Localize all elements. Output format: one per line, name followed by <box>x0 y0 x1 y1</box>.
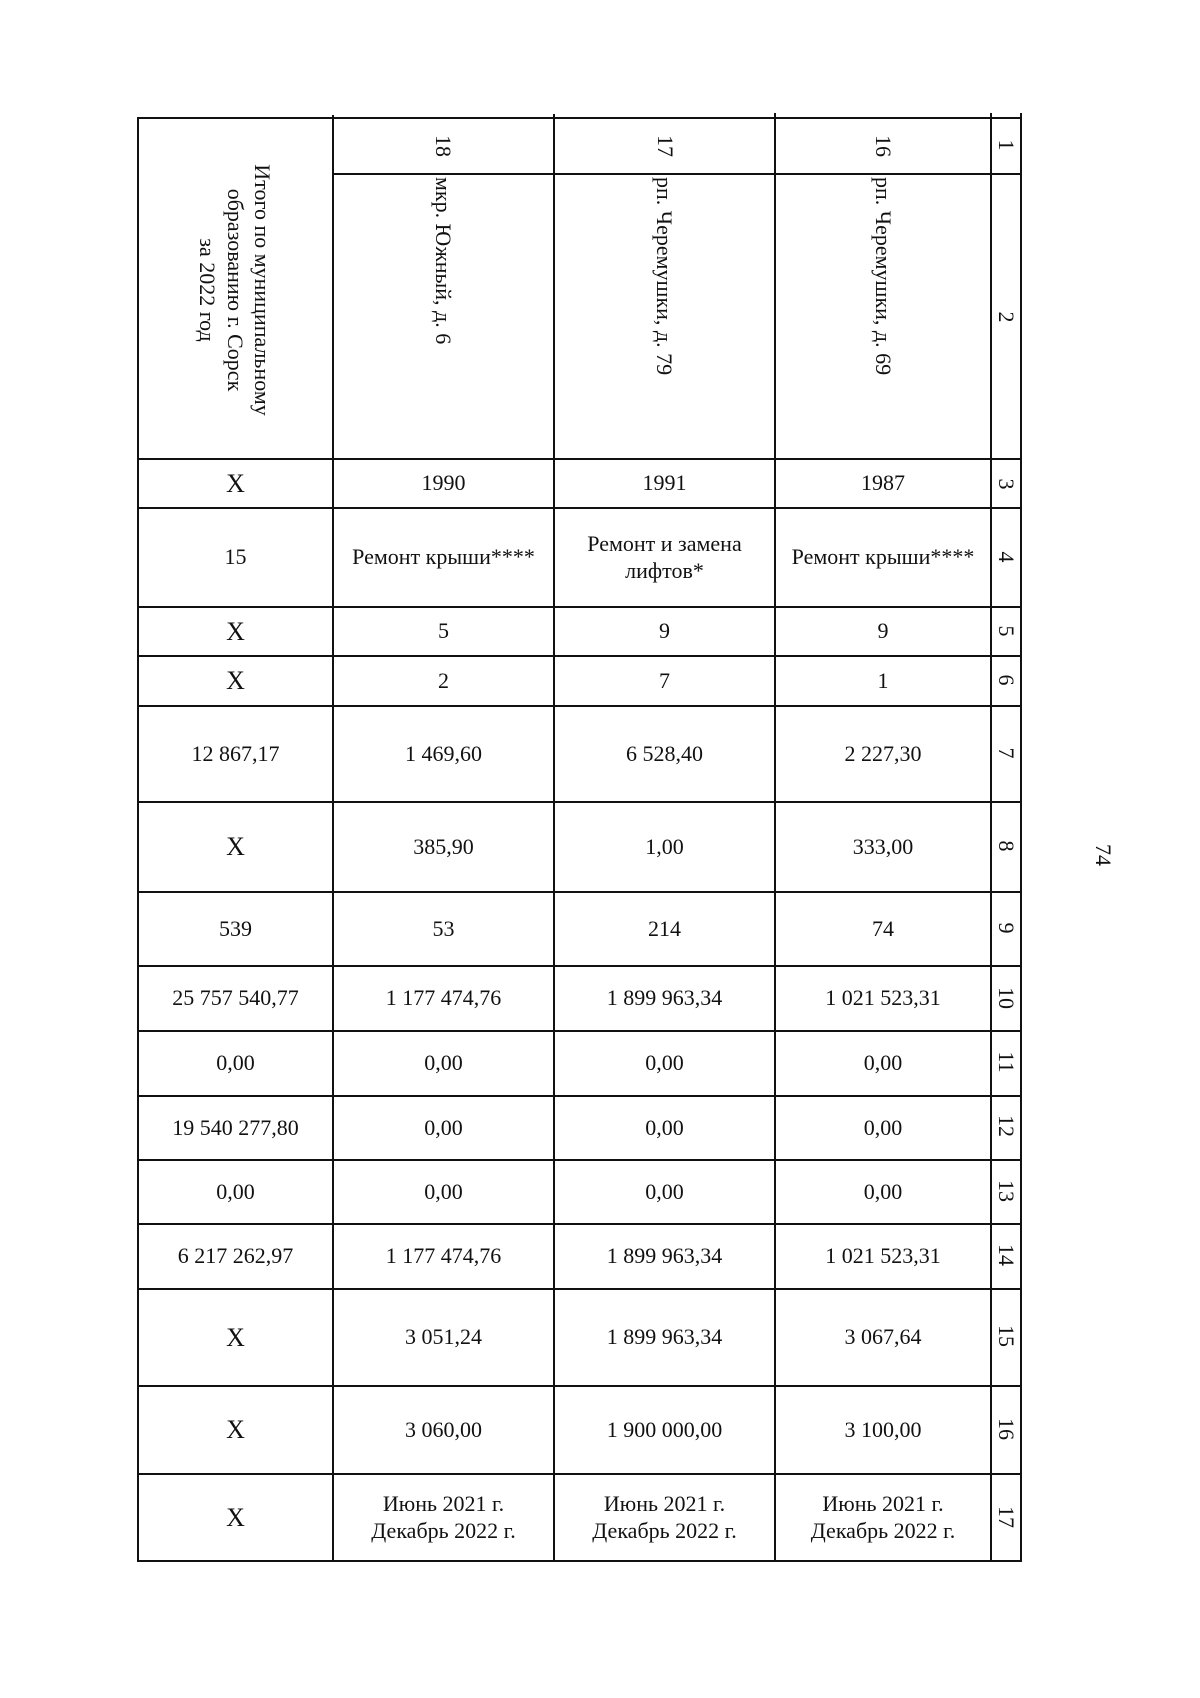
cell-cost-13: 0,00 <box>863 1178 903 1204</box>
cell-unit-cost: 3 051,24 <box>405 1324 482 1350</box>
cell-cost-14: 1 899 963,34 <box>606 1243 723 1269</box>
col-number: 11 <box>993 1051 1019 1073</box>
total-year: Х <box>226 468 245 498</box>
total-label-line1: Итого по муниципальному <box>250 164 276 416</box>
cell-area: 6 528,40 <box>626 740 703 766</box>
capital-repair-table <box>137 113 1022 1562</box>
col-number: 8 <box>993 840 1019 852</box>
house-address: рп. Черемушки, д. 79 <box>651 177 677 376</box>
cell-cost-total: 1 899 963,34 <box>606 985 723 1011</box>
total-area: 12 867,17 <box>191 740 280 766</box>
total-unit-cost: Х <box>226 1322 245 1352</box>
row-number: 18 <box>430 135 456 157</box>
cell-cost-12: 0,00 <box>424 1114 463 1140</box>
col-number: 3 <box>993 478 1019 490</box>
total-cost-12: 19 540 277,80 <box>172 1114 299 1140</box>
cell-cost-14: 1 177 474,76 <box>385 1243 502 1269</box>
period-end: Декабрь 2022 г. <box>371 1517 516 1543</box>
total-residents: 539 <box>219 915 252 941</box>
cell-volume: 1,00 <box>645 833 684 859</box>
cell-floors: 9 <box>659 618 670 644</box>
cell-volume: 333,00 <box>852 833 914 859</box>
cell-cost-14: 1 021 523,31 <box>825 1243 941 1269</box>
period-end: Декабрь 2022 г. <box>810 1517 956 1543</box>
total-cost: 25 757 540,77 <box>172 985 299 1011</box>
cell-area: 1 469,60 <box>405 740 482 766</box>
col-number: 16 <box>993 1418 1019 1440</box>
cell-cost-total: 1 177 474,76 <box>385 985 502 1011</box>
cell-floors: 9 <box>877 618 889 644</box>
table-border-right <box>1020 113 1022 1562</box>
total-label-line3: за 2022 год <box>195 238 221 342</box>
col-number: 9 <box>993 922 1019 934</box>
col-number: 14 <box>993 1244 1019 1266</box>
table-border-top <box>137 117 1022 119</box>
col-number: 5 <box>993 625 1019 637</box>
cell-cost-total: 1 021 523,31 <box>825 985 941 1011</box>
total-max-unit-cost: Х <box>226 1415 245 1445</box>
cell-entrances: 2 <box>438 667 449 693</box>
total-cost-11: 0,00 <box>216 1050 255 1076</box>
col-number: 17 <box>993 1506 1019 1528</box>
cell-period <box>555 1475 774 1560</box>
period-start: Июнь 2021 г. <box>603 1491 726 1517</box>
row-number: 17 <box>652 135 678 157</box>
cell-year: 1991 <box>642 470 687 496</box>
cell-period <box>776 1475 990 1560</box>
cell-year: 1987 <box>861 470 905 496</box>
cell-floors: 5 <box>438 618 449 644</box>
work-type-line1: Ремонт и замена <box>587 531 742 557</box>
cell-residents: 214 <box>648 915 681 941</box>
cell-work-type <box>555 509 774 606</box>
cell-area: 2 227,30 <box>844 740 922 766</box>
cell-residents: 74 <box>872 915 894 941</box>
total-cost-14: 6 217 262,97 <box>177 1243 294 1269</box>
cell-unit-cost: 3 067,64 <box>844 1324 922 1350</box>
cell-cost-12: 0,00 <box>645 1114 684 1140</box>
cell-period <box>334 1475 553 1560</box>
cell-year: 1990 <box>421 470 466 496</box>
cell-cost-11: 0,00 <box>863 1050 903 1076</box>
total-period: Х <box>226 1502 245 1532</box>
col-number: 2 <box>993 311 1019 323</box>
house-address: рп. Черемушки, д. 69 <box>870 177 896 376</box>
cell-cost-11: 0,00 <box>424 1050 463 1076</box>
cell-work-type: Ремонт крыши**** <box>791 544 975 570</box>
col-number: 15 <box>993 1325 1019 1347</box>
cell-max-unit-cost: 3 060,00 <box>405 1416 482 1442</box>
cell-work-type: Ремонт крыши**** <box>352 544 535 570</box>
cell-entrances: 1 <box>877 667 889 693</box>
period-start: Июнь 2021 г. <box>382 1491 505 1517</box>
cell-cost-13: 0,00 <box>424 1178 463 1204</box>
col-number: 4 <box>993 551 1019 563</box>
col-number: 6 <box>993 674 1019 686</box>
period-end: Декабрь 2022 г. <box>592 1517 737 1543</box>
table-border-bottom <box>137 1560 1022 1562</box>
page-number: 74 <box>1091 844 1116 866</box>
cell-unit-cost: 1 899 963,34 <box>606 1324 723 1350</box>
total-label-line2: образованию г. Сорск <box>222 188 248 392</box>
cell-max-unit-cost: 1 900 000,00 <box>606 1416 723 1442</box>
cell-max-unit-cost: 3 100,00 <box>844 1416 922 1442</box>
work-type-line2: лифтов* <box>625 557 704 583</box>
cell-volume: 385,90 <box>413 833 474 859</box>
house-address: мкр. Южный, д. 6 <box>430 177 456 345</box>
col-number: 7 <box>993 747 1019 759</box>
col-number: 1 <box>993 139 1019 151</box>
total-cost-13: 0,00 <box>216 1178 255 1204</box>
col-number: 12 <box>993 1115 1019 1137</box>
cell-cost-13: 0,00 <box>645 1178 684 1204</box>
cell-cost-12: 0,00 <box>863 1114 903 1140</box>
cell-entrances: 7 <box>659 667 670 693</box>
cell-cost-11: 0,00 <box>645 1050 684 1076</box>
cell-residents: 53 <box>432 915 455 941</box>
col-number: 13 <box>993 1180 1019 1202</box>
row-divider <box>332 173 1022 175</box>
period-start: Июнь 2021 г. <box>822 1491 944 1517</box>
total-entrances: Х <box>226 666 245 696</box>
total-label <box>185 150 285 430</box>
total-floors: Х <box>226 616 245 646</box>
total-volume: Х <box>226 832 245 862</box>
row-number: 16 <box>870 135 896 157</box>
total-work-count: 15 <box>224 544 247 570</box>
col-number: 10 <box>993 987 1019 1009</box>
